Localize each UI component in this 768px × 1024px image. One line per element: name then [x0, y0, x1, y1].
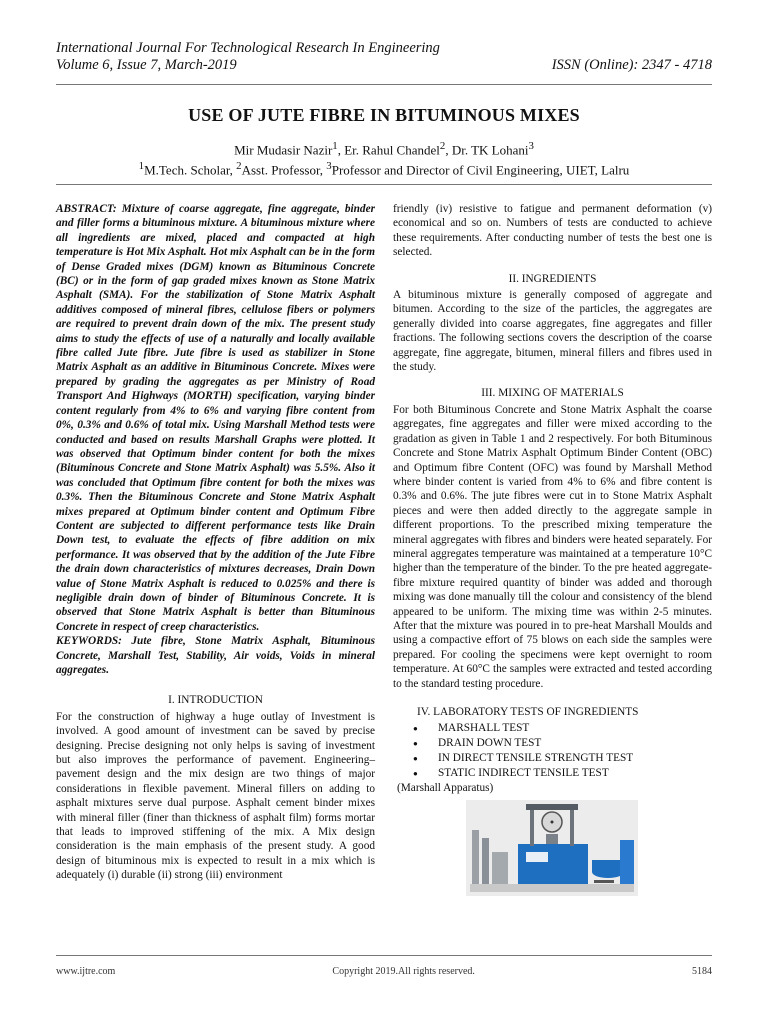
journal-volume: Volume 6, Issue 7, March-2019 [56, 57, 237, 73]
figure-caption: (Marshall Apparatus) [397, 782, 494, 795]
mixing-bowl-body [592, 860, 624, 872]
machine-column [530, 806, 534, 846]
dial-center [551, 820, 554, 823]
mould-cylinder [492, 852, 508, 884]
affiliation: Asst. Professor, [241, 162, 327, 178]
author-name: Dr. TK Lohani [451, 142, 529, 158]
intro-continuation: friendly (iv) resistive to fatigue and permanent deformation (v) economical and so on. Numbers of tests are conducted to achieve these requirements. After conducting number of tests the best one is selected. [393, 203, 712, 259]
left-column [56, 202, 375, 883]
footer-rule [56, 955, 712, 956]
bath-unit [620, 840, 634, 884]
author-name: Er. Rahul Chandel [344, 142, 440, 158]
page-number: 5184 [691, 966, 712, 977]
intro-heading: I. INTRODUCTION [168, 694, 263, 707]
header-rule [56, 84, 712, 85]
keywords: KEYWORDS: Jute fibre, Stone Matrix Asphalt, Bituminous Concrete, Marshall Test, Stability, Air voids, Voids in mineral aggregates. [56, 635, 375, 676]
journal-issn: ISSN (Online): 2347 - 4718 [551, 57, 712, 73]
list-item: ● MARSHALL TEST [413, 721, 712, 736]
machine-label [526, 852, 548, 862]
bench-plate [470, 884, 634, 892]
author-sup: 1 [332, 140, 338, 152]
footer-website[interactable]: www.ijtre.com [56, 966, 116, 977]
loading-head [546, 834, 558, 844]
machine-crosshead [526, 804, 578, 810]
journal-header [56, 40, 712, 74]
right-column [393, 202, 712, 896]
spatula [594, 880, 614, 883]
mixing-text: For both Bituminous Concrete and Stone Matrix Asphalt the coarse aggregates, fine aggregates and filler were mixed according to the gradation as given in Table 1 and 2 respectively. For both Bituminous Concrete and Stone Matrix Asphalt Optimum Binder Content (OBC) and Optimum fibre Content (OFC) was found by Marshall Method where binder content is varied from 4% to 6% and fibre content is 0.3% and 0.6%. The jute fibres were cut in to Stone Matrix Asphalt pieces and were then added directly to the aggregate sample in different proportions. To the prescribed mixing temperature the mineral aggregates with fibres and binders were heated separately. For mineral aggregates temperature was maintained at a temperature 10°C higher than the temperature of the binder. To the pre heated aggregate-fibre mixture required quantity of binder was added and thorough mixing was done manually till the colour and consistency of the blend appeared to be uniform. The mixing time was within 2-5 minutes. After that the mixture was poured in to pre-heat Marshall Moulds and using a compactive effort of 75 blows on each side the samples were prepared. For cooling the specimens were kept overnight to room temperature. At 60°C the samples were extracted and tested according to the standard testing procedure. [393, 403, 712, 690]
marshall-apparatus-image [466, 800, 638, 896]
author-sup: 3 [528, 140, 534, 152]
list-item: ● DRAIN DOWN TEST [413, 736, 712, 751]
ingredients-heading: II. INGREDIENTS [508, 272, 597, 285]
mixing-heading: III. MIXING OF MATERIALS [481, 387, 624, 400]
affiliation: Professor and Director of Civil Engineering, UIET, Lalru [331, 162, 630, 178]
affiliation-list: $^1$M.Tech. Scholar, $^2$Asst. Professor, $^3$Professor and Director of Civil Engineering, UIET, Lalru [138, 160, 630, 178]
lab-tests-list [393, 721, 712, 781]
machine-column [570, 806, 574, 846]
author-sup: 2 [439, 140, 446, 152]
affiliation: M.Tech. Scholar, [144, 162, 237, 178]
page-footer [56, 966, 712, 977]
author-block [0, 138, 768, 179]
author-list: Mir Mudasir Nazir$^1$, Er. Rahul Chandel$^2$, Dr. TK Lohani$^3$ [234, 140, 534, 158]
journal-name: International Journal For Technological Research In Engineering [56, 40, 440, 56]
title-rule [56, 184, 712, 185]
ingredients-text: A bituminous mixture is generally composed of aggregate and bitumen. According to the size of the particles, the aggregates are generally divided into coarse aggregates, fine aggregates and filler fractions. The following sections covers the description of the coarse aggregate, fine aggregate, bitumen, mineral fillers and fibres used in the study. [393, 289, 712, 374]
machine-body [518, 844, 588, 884]
mould-rod [482, 838, 489, 884]
footer-copyright: Copyright 2019.All rights reserved. [332, 966, 475, 977]
intro-text: For the construction of highway a huge outlay of Investment is involved. A good amount of investment can be saved by precise designing. Precise designing not only helps is saving of investment but also improves the performance of pavement. Engineering–pavement design and the mix design are two things of major considerations in flexible pavement. Mineral fillers on adding to asphalt mixtures serve dual purpose. Asphalt cement binder mixes with mineral filler (finer than thickness of asphalt film) forms mortar that leads to improved stiffening of the mix. A Mix design consideration is the main emphasis of the present study. A good design of bituminous mix is expected to result in a mix which is adequately (i) durable (ii) strong (iii) environment [56, 710, 375, 882]
list-item: ● IN DIRECT TENSILE STRENGTH TEST [413, 751, 712, 766]
mould-rod [472, 830, 479, 884]
list-item: ● STATIC INDIRECT TENSILE TEST [413, 766, 712, 781]
author-name: Mir Mudasir Nazir [234, 142, 333, 158]
paper-title: USE OF JUTE FIBRE IN BITUMINOUS MIXES [188, 105, 580, 125]
abstract: ABSTRACT: Mixture of coarse aggregate, fine aggregate, binder and filler forms a bituminous mixture. A bituminous mixture where all ingredients are mixed, placed and compacted at high temperature is Hot Mix Asphalt. Hot mix Asphalt can be in the form of Dense Graded mixes (DGM) known as Bituminous Concrete (BC) or in the form of gap graded mixes known as Stone Matrix Asphalt (SMA). For the stabilization of Stone Matrix Asphalt additives composed of mineral fibres, cellulose fibers or polymers are required to prevent drain down of the mix. The present study aims to study the effects of use of a naturally and locally available fibre called Jute fibre. Jute fibre is used as stabilizer in Stone Matrix Asphalt as an additive in Bituminous Concrete. Mixes were prepared by grading the aggregates as per Ministry of Road Transport And Highways (MORTH) specification, varying binder content regularly from 4% to 6% and varying fibre content from 0%, 0.3% and 0.6% of total mix. Using Marshall Method tests were conducted and based on results Marshall Graphs were plotted. It was observed that Optimum binder content for both the mixes (Bituminous Concrete and Stone Matrix Asphalt) was 5.5%. Also it was concluded that Optimum fibre content for both the mixes was 0.3%. Then the Bituminous Concrete and Stone Matrix Asphalt mixes prepared at Optimum binder content and Optimum Fibre Content are subjected to different performance tests like Drain Down test, to evaluate the effects of fibre addition on mix performance. It was observed that by the addition of the Jute Fibre the drain down characteristics of mixtures decreases, Drain Down value of Stone Matrix Asphalt is reduced to 0.025% and there is negligible drain down of binder of Bituminous Concrete. It is observed that Stone Matrix Asphalt is better than Bituminous Concrete in respect of creep characteristics. [56, 203, 375, 633]
lab-tests-heading: IV. LABORATORY TESTS OF INGREDIENTS [417, 706, 639, 718]
